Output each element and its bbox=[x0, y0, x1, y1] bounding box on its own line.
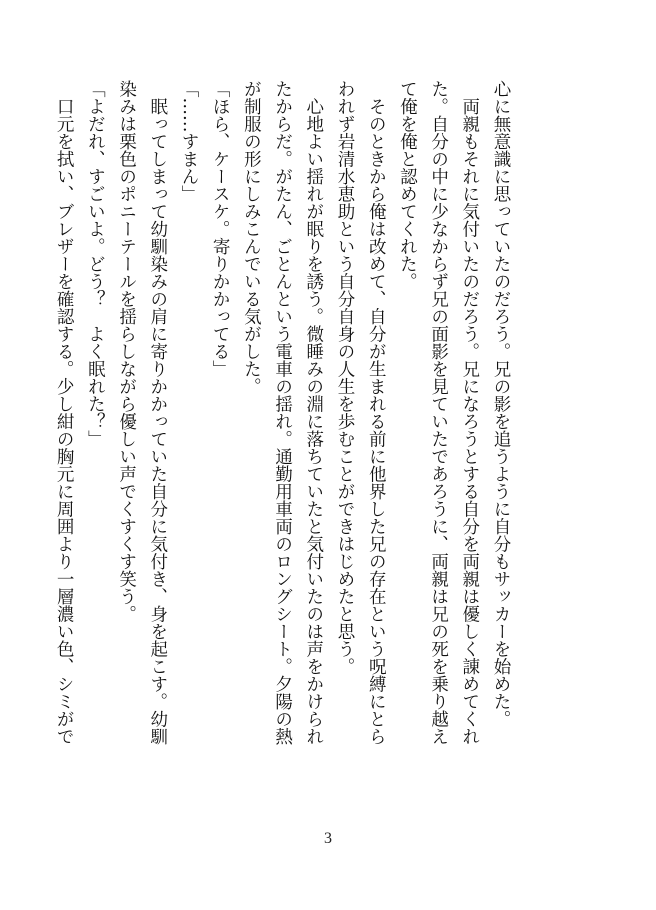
text-line: たからだ。がたん、ごとんという電車の揺れ。通勤用車両のロングシート。夕陽の熱 bbox=[272, 80, 293, 745]
text-line: そのときから俺は改めて、自分が生まれる前に他界した兄の存在という呪縛にとら bbox=[366, 80, 387, 745]
text-line: て俺を俺と認めてくれた。 bbox=[397, 80, 418, 290]
text-line: われず岩清水恵助という自分自身の人生を歩むことができはじめたと思う。 bbox=[334, 80, 355, 675]
text-line: 眠ってしまって幼馴染みの肩に寄りかかっていた自分に気付き、身を起こす。幼馴 bbox=[147, 80, 168, 745]
text-line: が制服の形にしみこんでいる気がした。 bbox=[241, 80, 262, 395]
dialogue-line: 「よだれ、すごいよ。どう？ よく眠れた？」 bbox=[85, 80, 106, 448]
vertical-text-body bbox=[48, 80, 516, 800]
page-number: 3 bbox=[324, 830, 332, 847]
text-line: 口元を拭い、ブレザーを確認する。少し紺の胸元に周囲より一層濃い色、シミがで bbox=[54, 80, 75, 745]
text-line: 心地よい揺れが眠りを誘う。微睡みの淵に落ちていたと気付いたのは声をかけられ bbox=[303, 80, 324, 745]
text-line: 心に無意識に思っていたのだろう。兄の影を追うように自分もサッカーを始めた。 bbox=[491, 80, 511, 728]
text-line: た。自分の中に少なからず兄の面影を見ていたであろうに、両親は兄の死を乗り越え bbox=[428, 80, 449, 745]
text-line: 両親もそれに気付いたのだろう。兄になろうとする自分を両親は優しく諌めてくれ bbox=[459, 80, 480, 745]
text-line: 染みは栗色のポニーテールを揺らしながら優しい声でくすくす笑う。 bbox=[116, 80, 137, 623]
dialogue-line: 「……すまん」 bbox=[178, 80, 199, 203]
dialogue-line: 「ほら、ケースケ。寄りかかってる」 bbox=[210, 80, 231, 378]
